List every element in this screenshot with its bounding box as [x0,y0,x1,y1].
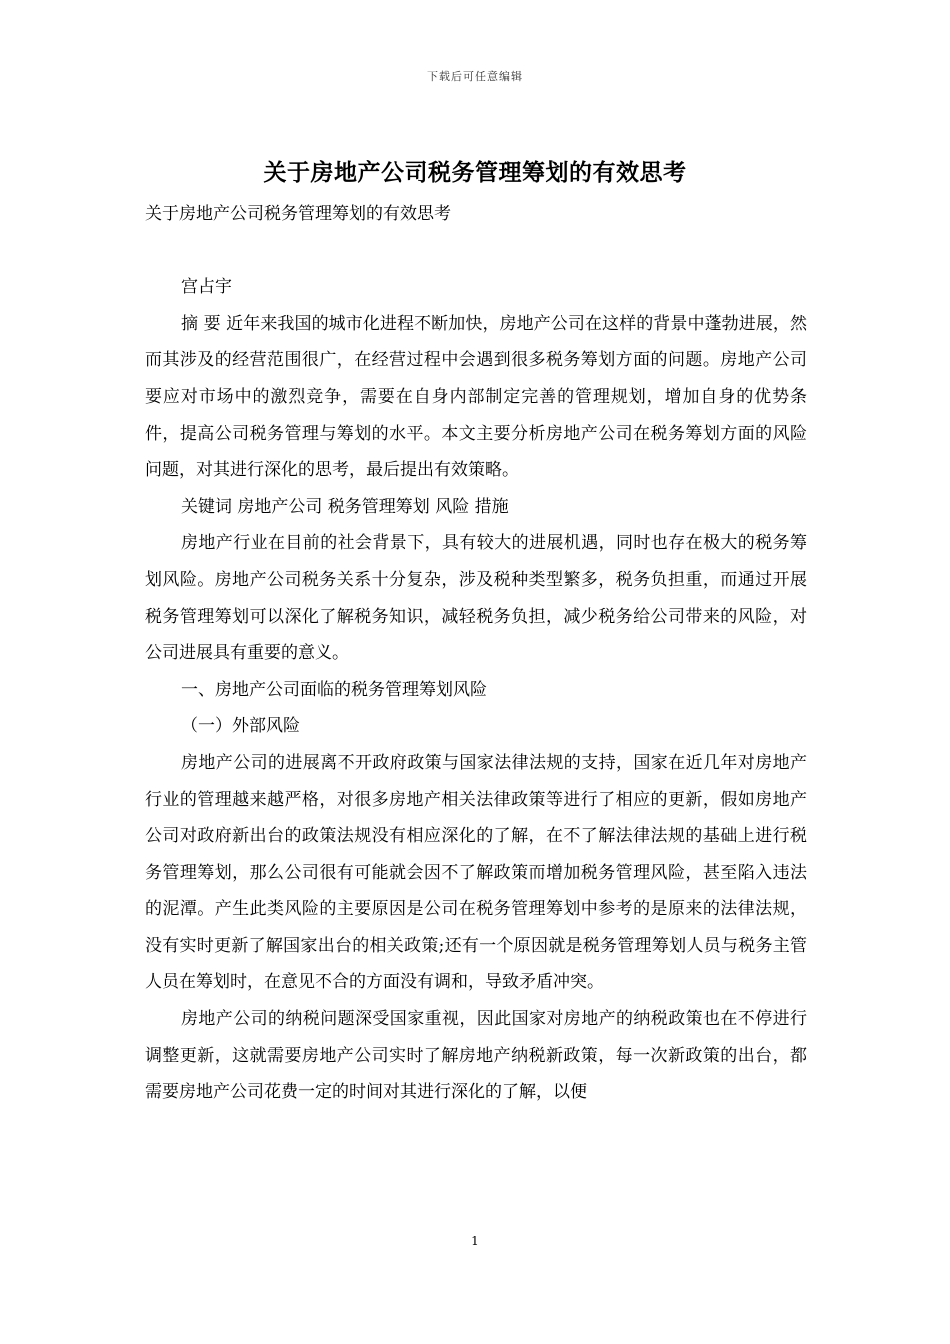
abstract-paragraph: 摘 要 近年来我国的城市化进程不断加快，房地产公司在这样的背景中蓬勃进展，然而其涉及的经营范围很广，在经营过程中会遇到很多税务筹划方面的问题。房地产公司要应对市场中的激烈竞争，需要在自身内部制定完善的管理规划，增加自身的优势条件，提高公司税务管理与筹划的水平。本文主要分析房地产公司在税务筹划方面的风险问题，对其进行深化的思考，最后提出有效策略。 [145,313,807,481]
blank-line [145,233,807,270]
subtitle-line: 关于房地产公司税务管理筹划的有效思考 [145,204,451,224]
intro-paragraph: 房地产行业在目前的社会背景下，具有较大的进展机遇，同时也存在极大的税务筹划风险。房地产公司税务关系十分复杂，涉及税种类型繁多，税务负担重，而通过开展税务管理筹划可以深化了解税务知识，减轻税务负担，减少税务给公司带来的风险，对公司进展具有重要的意义。 [145,533,807,664]
author-name: 宫占宇 [181,277,232,298]
page-number: 1 [471,1234,479,1248]
document-title: 关于房地产公司税务管理筹划的有效思考 [263,159,687,186]
subsection-heading: （一）外部风险 [181,716,300,737]
body-paragraph: 房地产公司的纳税问题深受国家重视，因此国家对房地产的纳税政策也在不停进行调整更新，这就需要房地产公司实时了解房地产纳税新政策，每一次新政策的出台，都需要房地产公司花费一定的时间对其进行深化的了解，以便 [145,1009,807,1103]
section-heading: 一、房地产公司面临的税务管理筹划风险 [181,679,487,700]
document-body [145,196,807,1111]
header-note: 下载后可任意编辑 [427,70,523,83]
keywords-line: 关键词 房地产公司 税务管理筹划 风险 措施 [181,496,509,517]
body-paragraph: 房地产公司的进展离不开政府政策与国家法律法规的支持，国家在近几年对房地产行业的管理越来越严格，对很多房地产相关法律政策等进行了相应的更新，假如房地产公司对政府新出台的政策法规没有相应深化的了解，在不了解法律法规的基础上进行税务管理筹划，那么公司很有可能就会因不了解政策而增加税务管理风险，甚至陷入违法的泥潭。产生此类风险的主要原因是公司在税务管理筹划中参考的是原来的法律法规，没有实时更新了解国家出台的相关政策;还有一个原因就是税务管理筹划人员与税务主管人员在筹划时，在意见不合的方面没有调和，导致矛盾冲突。 [145,752,807,993]
